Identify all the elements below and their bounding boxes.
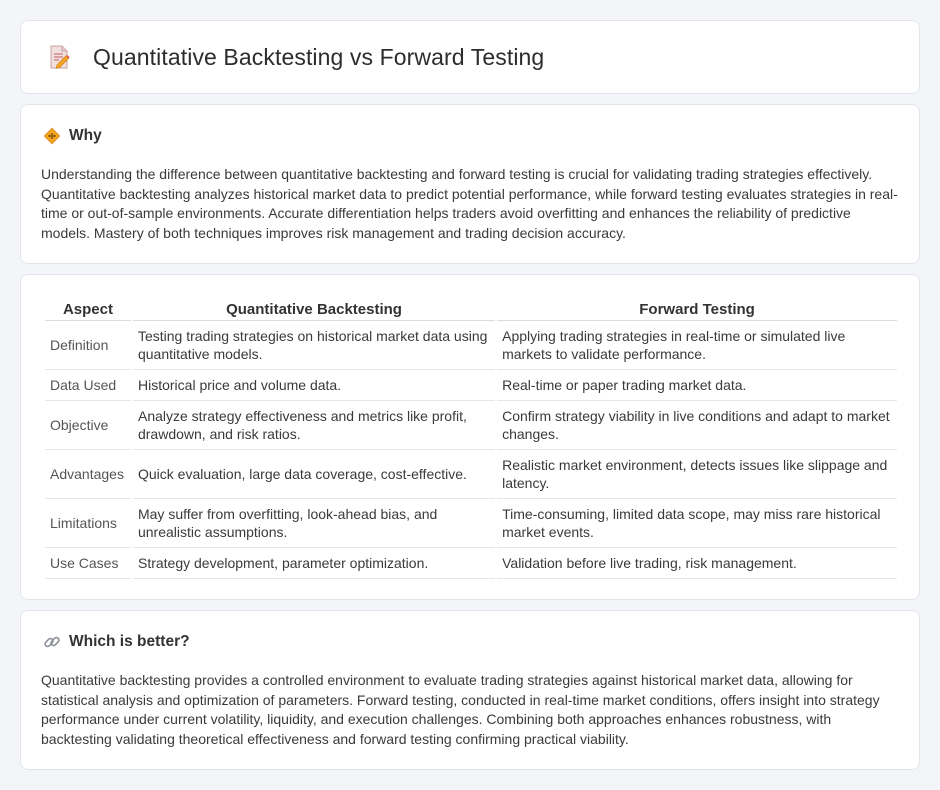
document-pencil-icon — [45, 43, 73, 71]
comparison-card — [20, 274, 920, 600]
table-row — [45, 321, 897, 370]
row-aspect: Use Cases — [45, 548, 131, 579]
why-card — [20, 104, 920, 264]
table-row — [45, 450, 897, 499]
comparison-table — [43, 295, 899, 579]
row-aspect: Data Used — [45, 370, 131, 401]
why-text: Understanding the difference between quantitative backtesting and forward testing is crucial for validating trading strategies effectively. Quantitative backtesting analyzes historical market data to predict potential performance, while forward testing evaluates strategies in real-time or out-of-sample environments. Accurate differentiation helps traders avoid overfitting and enhances the reliability of predictive models. Mastery of both techniques improves risk management and trading decision accuracy. — [41, 166, 898, 241]
row-backtesting: Strategy development, parameter optimization. — [133, 548, 495, 579]
column-header-backtesting: Quantitative Backtesting — [133, 295, 495, 321]
row-forward: Confirm strategy viability in live conditions and adapt to market changes. — [497, 401, 897, 450]
table-row — [45, 499, 897, 548]
better-title: Which is better? — [69, 633, 190, 650]
column-header-forward: Forward Testing — [497, 295, 897, 321]
table-row — [45, 401, 897, 450]
row-aspect: Definition — [45, 321, 131, 370]
page-title: Quantitative Backtesting vs Forward Testing — [93, 43, 545, 70]
row-backtesting: Quick evaluation, large data coverage, cost-effective. — [133, 450, 495, 499]
title-card — [20, 20, 920, 94]
column-header-aspect: Aspect — [45, 295, 131, 321]
table-header-row — [45, 295, 897, 321]
row-aspect: Objective — [45, 401, 131, 450]
row-forward: Validation before live trading, risk management. — [497, 548, 897, 579]
row-aspect: Limitations — [45, 499, 131, 548]
better-text: Quantitative backtesting provides a controlled environment to evaluate trading strategies against historical market data, allowing for statistical analysis and optimization of parameters. Forward testing, conducted in real-time market conditions, offers insight into strategy performance under current volatility, liquidity, and execution challenges. Combining both approaches enhances robustness, with backtesting validating theoretical effectiveness and forward testing confirming practical viability. — [41, 672, 880, 747]
row-forward: Time-consuming, limited data scope, may miss rare historical market events. — [497, 499, 897, 548]
table-row — [45, 370, 897, 401]
row-forward: Real-time or paper trading market data. — [497, 370, 897, 401]
better-card — [20, 610, 920, 770]
row-backtesting: May suffer from overfitting, look-ahead bias, and unrealistic assumptions. — [133, 499, 495, 548]
row-aspect: Advantages — [45, 450, 131, 499]
diamond-sign-icon — [43, 127, 61, 145]
why-title: Why — [69, 127, 102, 144]
row-backtesting: Historical price and volume data. — [133, 370, 495, 401]
row-forward: Realistic market environment, detects issues like slippage and latency. — [497, 450, 897, 499]
row-backtesting: Analyze strategy effectiveness and metrics like profit, drawdown, and risk ratios. — [133, 401, 495, 450]
row-forward: Applying trading strategies in real-time or simulated live markets to validate performance. — [497, 321, 897, 370]
better-heading — [43, 633, 190, 651]
row-backtesting: Testing trading strategies on historical market data using quantitative models. — [133, 321, 495, 370]
table-row — [45, 548, 897, 579]
link-icon — [43, 633, 61, 651]
why-heading — [43, 127, 102, 145]
